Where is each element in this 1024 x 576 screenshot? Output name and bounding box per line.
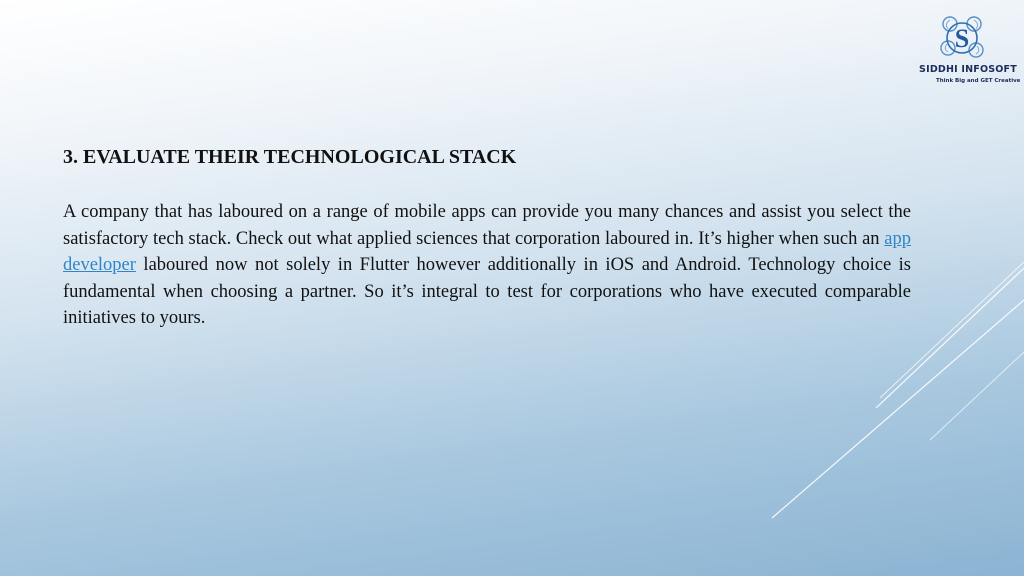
slide-title: 3. EVALUATE THEIR TECHNOLOGICAL STACK: [63, 146, 517, 168]
slide-body-paragraph: [63, 199, 911, 332]
app-developer-link[interactable]: app developer: [63, 228, 911, 276]
company-logo: [918, 12, 1021, 90]
svg-text:S: S: [954, 24, 970, 53]
swirl-s-logo-icon: [936, 12, 988, 64]
logo-company-name: SIDDHI INFOSOFT: [919, 64, 1017, 75]
body-text-before-link: A company that has laboured on a range of mobile apps can provide you many chances and assist you select the satisfactory tech stack. Check out what applied sciences that corporation laboured in. It’s higher when such an: [63, 202, 911, 249]
body-text-after-link: laboured now not solely in Flutter however additionally in iOS and Android. Technology choice is fundamental when choosing a partner. So it’s integral to test for corporations who have executed comparable initiatives to yours.: [63, 255, 911, 329]
logo-tagline: Think Big and GET Creative: [936, 78, 1021, 84]
